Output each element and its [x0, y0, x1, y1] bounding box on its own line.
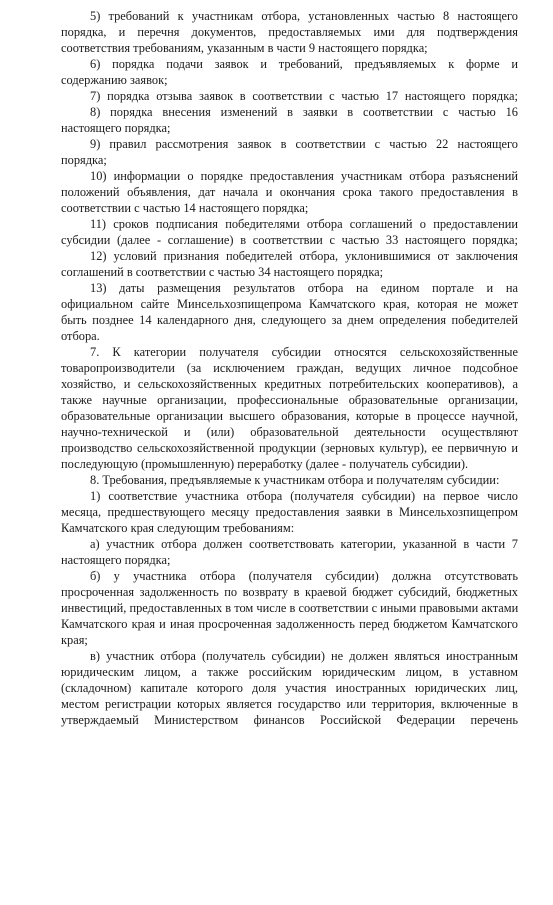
text-line: 8) порядка внесения изменений в заявки в соответствии с частью 16 [90, 105, 518, 119]
text-line: 11) сроков подписания победителями отбора соглашений о предоставлении [90, 217, 518, 231]
text-line: соответствия требованиям, указанным в части 9 настоящего порядка; [61, 41, 428, 55]
text-line: (складочном) капитале которого доля участия иностранных юридических лиц, [61, 681, 518, 695]
text-line: инвестиций, предоставленных в том числе в соответствии с иными правовыми актами [61, 601, 518, 615]
text-line: настоящего порядка; [61, 553, 171, 567]
text-line: 5) требований к участникам отбора, установленных частью 8 настоящего [90, 9, 518, 23]
text-line: субсидии (далее - соглашение) в соответствии с частью 33 настоящего порядка; [61, 233, 518, 247]
text-line: б) у участника отбора (получателя субсидии) должна отсутствовать [90, 569, 518, 583]
text-line: 12) условий признания победителей отбора, уклонившимися от заключения [90, 249, 518, 263]
text-line: 1) соответствие участника отбора (получателя субсидии) на первое число [90, 489, 518, 503]
text-line: а) участник отбора должен соответствовать категории, указанной в части 7 [90, 537, 518, 551]
text-line: 13) даты размещения результатов отбора на едином портале и на [90, 281, 518, 295]
text-line: 6) порядка подачи заявок и требований, предъявляемых к форме и [90, 57, 518, 71]
text-line: Камчатского края и иная просроченная задолженность перед бюджетом Камчатского [61, 617, 518, 631]
text-line: настоящего порядка; [61, 121, 171, 135]
text-line: товаропроизводители (за исключением граждан, ведущих личное подсобное [61, 361, 518, 375]
text-line: также научные организации, профессиональные образовательные организации, [61, 393, 518, 407]
text-line: положений объявления, дат начала и окончания срока такого предоставления в [61, 185, 518, 199]
text-line: производство сельскохозяйственной продукции (зерновых культур), ее первичную и [61, 441, 518, 455]
text-line: быть позднее 14 календарного дня, следующего за днем определения победителей [61, 313, 518, 327]
text-line: последующую (промышленную) переработку (далее - получатель субсидии). [61, 457, 469, 471]
text-line: края; [61, 633, 88, 647]
text-line: 9) правил рассмотрения заявок в соответствии с частью 22 настоящего [90, 137, 518, 151]
text-line: хозяйство, и сельскохозяйственных кредитных потребительских кооперативов), а [61, 377, 518, 391]
text-line: 7. К категории получателя субсидии относятся сельскохозяйственные [90, 345, 518, 359]
text-line: местом регистрации которых является государство или территория, включенные в [61, 697, 518, 711]
text-line: официальном сайте Минсельхозпищепрома Камчатского края, которая не может [61, 297, 518, 311]
text-line: содержанию заявок; [61, 73, 168, 87]
text-line: научно-технической и (или) образовательной деятельности осуществляют [61, 425, 518, 439]
text-line: соответствии с частью 14 настоящего порядка; [61, 201, 309, 215]
text-line: Камчатского края следующим требованиям: [61, 521, 295, 535]
text-line: образовательные организации высшего образования, которые в процессе научной, [61, 409, 518, 423]
text-line: месяца, предшествующего месяцу предоставления заявки в Минсельхозпищепром [61, 505, 518, 519]
text-line: 8. Требования, предъявляемые к участникам отбора и получателям субсидии: [90, 473, 500, 487]
text-line: порядка, и перечня документов, предоставляемых ими для подтверждения [61, 25, 518, 39]
text-line: юридическим лицом, а также российским юридическим лицом, в уставном [61, 665, 518, 679]
text-line: порядка; [61, 153, 107, 167]
text-line: соглашений в соответствии с частью 34 настоящего порядка; [61, 265, 384, 279]
text-line: просроченная задолженность по возврату в краевой бюджет субсидий, бюджетных [61, 585, 518, 599]
text-line: 7) порядка отзыва заявок в соответствии с частью 17 настоящего порядка; [90, 89, 518, 103]
text-line: утверждаемый Министерством финансов Российской Федерации перечень [61, 713, 518, 727]
text-line: отбора. [61, 329, 100, 343]
text-line: в) участник отбора (получатель субсидии) не должен являться иностранным [90, 649, 518, 663]
text-line: 10) информации о порядке предоставления участникам отбора разъяснений [90, 169, 518, 183]
